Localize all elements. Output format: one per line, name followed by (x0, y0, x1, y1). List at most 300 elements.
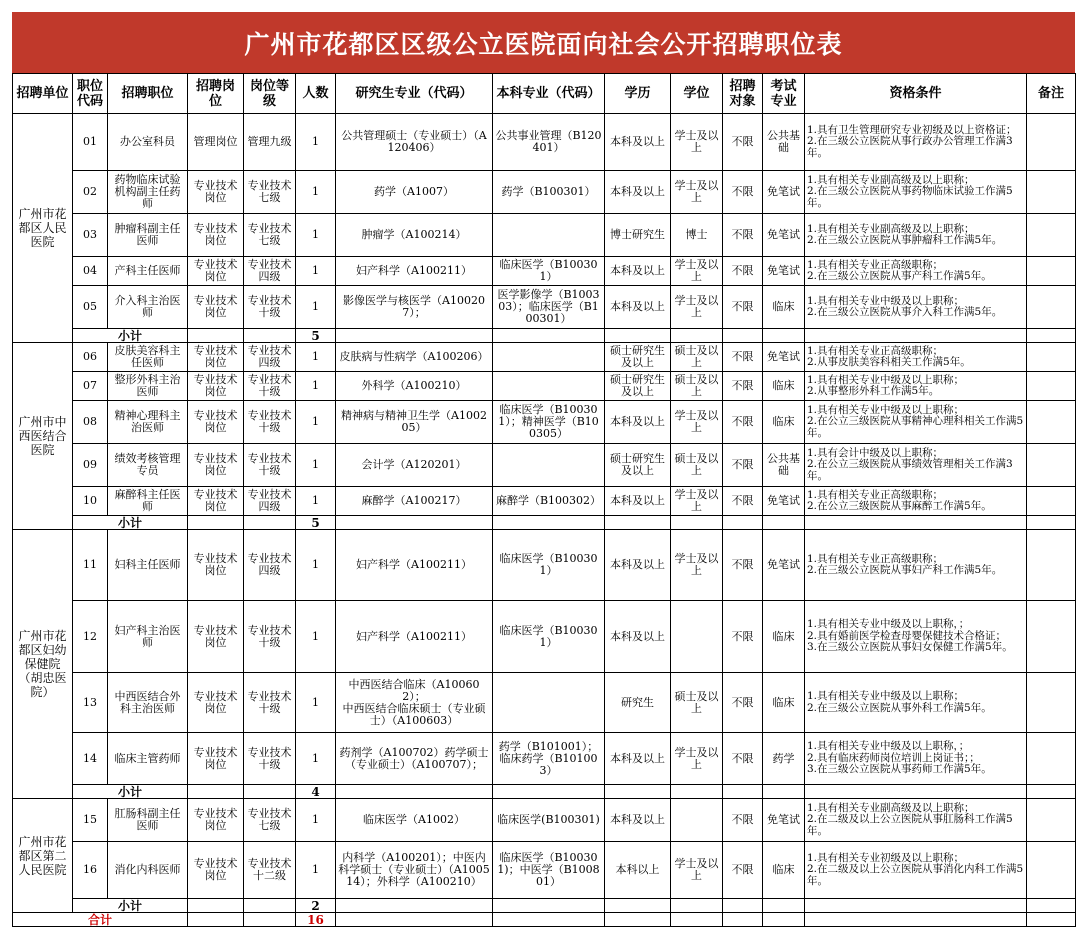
position-cell: 药物临床试验机构副主任药师 (108, 171, 188, 214)
unit-name-cell: 广州市花都区人民医院 (13, 114, 73, 343)
subtotal-row (13, 785, 1076, 799)
empty-cell (244, 899, 296, 913)
table-row (13, 799, 1076, 842)
position-cell: 妇产科主治医师 (108, 601, 188, 673)
total-row (13, 913, 1076, 927)
header-position: 招聘职位 (108, 74, 188, 114)
exam-cell: 免笔试 (763, 257, 805, 286)
code-cell: 08 (73, 401, 108, 444)
subtotal-label: 小计 (73, 516, 188, 530)
post-type-cell: 专业技术岗位 (188, 799, 244, 842)
total-count: 16 (296, 913, 336, 927)
position-cell: 消化内科医师 (108, 842, 188, 899)
education-cell: 研究生 (605, 673, 671, 733)
position-cell: 介入科主治医师 (108, 286, 188, 329)
header-grad-major: 研究生专业（代码） (336, 74, 493, 114)
grad-major-cell: 皮肤病与性病学（A100206） (336, 343, 493, 372)
code-cell: 14 (73, 733, 108, 785)
note-cell (1027, 372, 1076, 401)
level-cell: 专业技术十级 (244, 286, 296, 329)
target-cell: 不限 (723, 214, 763, 257)
education-cell: 本科及以上 (605, 601, 671, 673)
qualification-cell: 1.具有相关专业中级及以上职称； 2.在公立三级医院从事精神心理科相关工作满5年。 (805, 401, 1027, 444)
education-cell: 本科及以上 (605, 487, 671, 516)
grad-major-cell: 妇产科学（A100211） (336, 257, 493, 286)
empty-cell (605, 913, 671, 927)
table-row (13, 842, 1076, 899)
undergrad-major-cell: 临床医学（B100301） (493, 257, 605, 286)
count-cell: 1 (296, 733, 336, 785)
education-cell: 本科及以上 (605, 257, 671, 286)
level-cell: 专业技术十级 (244, 733, 296, 785)
education-cell: 本科及以上 (605, 171, 671, 214)
level-cell: 专业技术四级 (244, 343, 296, 372)
empty-cell (1027, 913, 1076, 927)
empty-cell (244, 785, 296, 799)
grad-major-cell: 内科学（A100201）；中医内科学硕士（专业硕士）（A100514）；外科学（A100210） (336, 842, 493, 899)
position-cell: 肿瘤科副主任医师 (108, 214, 188, 257)
empty-cell (493, 899, 605, 913)
qualification-cell: 1.具有相关专业中级及以上职称； 2.在三级公立医院从事介入科工作满5年。 (805, 286, 1027, 329)
header-code: 职位代码 (73, 74, 108, 114)
level-cell: 专业技术七级 (244, 214, 296, 257)
grad-major-cell: 外科学（A100210） (336, 372, 493, 401)
level-cell: 专业技术四级 (244, 257, 296, 286)
note-cell (1027, 487, 1076, 516)
level-cell: 专业技术十级 (244, 673, 296, 733)
count-cell: 1 (296, 444, 336, 487)
table-row (13, 530, 1076, 601)
code-cell: 06 (73, 343, 108, 372)
table-row (13, 601, 1076, 673)
empty-cell (723, 516, 763, 530)
subtotal-count: 2 (296, 899, 336, 913)
subtotal-row (13, 516, 1076, 530)
table-row (13, 487, 1076, 516)
level-cell: 专业技术十级 (244, 444, 296, 487)
empty-cell (336, 913, 493, 927)
code-cell: 16 (73, 842, 108, 899)
note-cell (1027, 444, 1076, 487)
degree-cell: 学士及以上 (671, 842, 723, 899)
header-target: 招聘对象 (723, 74, 763, 114)
subtotal-label: 小计 (73, 899, 188, 913)
post-type-cell: 专业技术岗位 (188, 601, 244, 673)
empty-cell (671, 516, 723, 530)
empty-cell (671, 785, 723, 799)
post-type-cell: 专业技术岗位 (188, 343, 244, 372)
count-cell: 1 (296, 257, 336, 286)
unit-name-cell: 广州市花都区第二人民医院 (13, 799, 73, 913)
note-cell (1027, 171, 1076, 214)
qualification-cell: 1.具有相关专业正高级职称； 2.从事皮肤美容科相关工作满5年。 (805, 343, 1027, 372)
degree-cell: 硕士及以上 (671, 444, 723, 487)
exam-cell: 公共基础 (763, 114, 805, 171)
post-type-cell: 专业技术岗位 (188, 733, 244, 785)
code-cell: 12 (73, 601, 108, 673)
target-cell: 不限 (723, 530, 763, 601)
code-cell: 15 (73, 799, 108, 842)
empty-cell (244, 913, 296, 927)
position-cell: 整形外科主治医师 (108, 372, 188, 401)
level-cell: 专业技术四级 (244, 487, 296, 516)
undergrad-major-cell: 公共事业管理（B120401） (493, 114, 605, 171)
undergrad-major-cell: 临床医学（B100301） (493, 530, 605, 601)
qualification-cell: 1.具有相关专业正高级职称； 2.在三级公立医院从事产科工作满5年。 (805, 257, 1027, 286)
empty-cell (336, 899, 493, 913)
count-cell: 1 (296, 214, 336, 257)
document-title: 广州市花都区区级公立医院面向社会公开招聘职位表 (12, 12, 1075, 73)
empty-cell (605, 516, 671, 530)
degree-cell: 学士及以上 (671, 487, 723, 516)
education-cell: 硕士研究生及以上 (605, 343, 671, 372)
undergrad-major-cell: 临床医学（B100301)；中医学（B100801） (493, 842, 605, 899)
empty-cell (1027, 785, 1076, 799)
header-degree: 学位 (671, 74, 723, 114)
table-row (13, 171, 1076, 214)
table-row (13, 114, 1076, 171)
table-row (13, 401, 1076, 444)
table-row (13, 673, 1076, 733)
empty-cell (244, 516, 296, 530)
undergrad-major-cell: 医学影像学（B100303）；临床医学（B100301） (493, 286, 605, 329)
header-undergrad-major: 本科专业（代码） (493, 74, 605, 114)
code-cell: 11 (73, 530, 108, 601)
post-type-cell: 专业技术岗位 (188, 842, 244, 899)
target-cell: 不限 (723, 487, 763, 516)
count-cell: 1 (296, 286, 336, 329)
level-cell: 专业技术十级 (244, 372, 296, 401)
exam-cell: 免笔试 (763, 214, 805, 257)
note-cell (1027, 842, 1076, 899)
subtotal-count: 4 (296, 785, 336, 799)
position-cell: 临床主管药师 (108, 733, 188, 785)
exam-cell: 临床 (763, 842, 805, 899)
level-cell: 专业技术十级 (244, 401, 296, 444)
position-cell: 精神心理科主治医师 (108, 401, 188, 444)
target-cell: 不限 (723, 842, 763, 899)
empty-cell (1027, 329, 1076, 343)
level-cell: 专业技术四级 (244, 530, 296, 601)
note-cell (1027, 530, 1076, 601)
qualification-cell: 1.具有相关专业中级及以上职称； 2.从事整形外科工作满5年。 (805, 372, 1027, 401)
header-unit: 招聘单位 (13, 74, 73, 114)
unit-name-cell: 广州市中西医结合医院 (13, 343, 73, 530)
subtotal-count: 5 (296, 516, 336, 530)
empty-cell (671, 899, 723, 913)
post-type-cell: 专业技术岗位 (188, 673, 244, 733)
empty-cell (671, 329, 723, 343)
post-type-cell: 专业技术岗位 (188, 171, 244, 214)
exam-cell: 公共基础 (763, 444, 805, 487)
post-type-cell: 专业技术岗位 (188, 530, 244, 601)
table-body (13, 114, 1076, 927)
target-cell: 不限 (723, 401, 763, 444)
education-cell: 本科及以上 (605, 114, 671, 171)
empty-cell (805, 785, 1027, 799)
post-type-cell: 专业技术岗位 (188, 487, 244, 516)
degree-cell: 学士及以上 (671, 171, 723, 214)
qualification-cell: 1.具有相关专业副高级及以上职称； 2.在二级及以上公立医院从事肛肠科工作满5年。 (805, 799, 1027, 842)
note-cell (1027, 401, 1076, 444)
education-cell: 本科及以上 (605, 286, 671, 329)
subtotal-label: 小计 (73, 785, 188, 799)
degree-cell: 学士及以上 (671, 286, 723, 329)
qualification-cell: 1.具有相关专业副高级及以上职称； 2.在三级公立医院从事药物临床试验工作满5年。 (805, 171, 1027, 214)
degree-cell: 学士及以上 (671, 114, 723, 171)
grad-major-cell: 肿瘤学（A100214） (336, 214, 493, 257)
count-cell: 1 (296, 487, 336, 516)
count-cell: 1 (296, 530, 336, 601)
exam-cell: 免笔试 (763, 171, 805, 214)
code-cell: 05 (73, 286, 108, 329)
note-cell (1027, 286, 1076, 329)
table-row (13, 343, 1076, 372)
empty-cell (1027, 516, 1076, 530)
position-cell: 办公室科员 (108, 114, 188, 171)
grad-major-cell: 妇产科学（A100211） (336, 530, 493, 601)
header-education: 学历 (605, 74, 671, 114)
target-cell: 不限 (723, 372, 763, 401)
undergrad-major-cell: 麻醉学（B100302） (493, 487, 605, 516)
note-cell (1027, 114, 1076, 171)
qualification-cell: 1.具有相关专业中级及以上职称； 2.在三级公立医院从事外科工作满5年。 (805, 673, 1027, 733)
count-cell: 1 (296, 372, 336, 401)
exam-cell: 免笔试 (763, 799, 805, 842)
level-cell: 专业技术七级 (244, 171, 296, 214)
education-cell: 本科及以上 (605, 401, 671, 444)
table-row (13, 286, 1076, 329)
exam-cell: 药学 (763, 733, 805, 785)
empty-cell (671, 913, 723, 927)
undergrad-major-cell (493, 673, 605, 733)
note-cell (1027, 673, 1076, 733)
qualification-cell: 1.具有相关专业中级及以上职称，； 2.具有临床药师岗位培训上岗证书；； 3.在三级公立医院从事药师工作满5年。 (805, 733, 1027, 785)
subtotal-count: 5 (296, 329, 336, 343)
count-cell: 1 (296, 401, 336, 444)
exam-cell: 临床 (763, 601, 805, 673)
degree-cell: 学士及以上 (671, 401, 723, 444)
count-cell: 1 (296, 673, 336, 733)
empty-cell (723, 899, 763, 913)
header-count: 人数 (296, 74, 336, 114)
table-row (13, 444, 1076, 487)
education-cell: 本科及以上 (605, 799, 671, 842)
empty-cell (188, 913, 244, 927)
empty-cell (763, 899, 805, 913)
empty-cell (763, 329, 805, 343)
post-type-cell: 专业技术岗位 (188, 372, 244, 401)
position-cell: 绩效考核管理专员 (108, 444, 188, 487)
empty-cell (763, 516, 805, 530)
count-cell: 1 (296, 114, 336, 171)
exam-cell: 临床 (763, 372, 805, 401)
subtotal-row (13, 329, 1076, 343)
note-cell (1027, 214, 1076, 257)
empty-cell (188, 899, 244, 913)
code-cell: 07 (73, 372, 108, 401)
empty-cell (605, 785, 671, 799)
unit-name-cell: 广州市花都区妇幼保健院（胡忠医院） (13, 530, 73, 799)
qualification-cell: 1.具有相关专业中级及以上职称，； 2.具有婚前医学检查母婴保健技术合格证； 3.在三级公立医院从事妇女保健工作满5年。 (805, 601, 1027, 673)
education-cell: 博士研究生 (605, 214, 671, 257)
empty-cell (336, 329, 493, 343)
empty-cell (244, 329, 296, 343)
count-cell: 1 (296, 171, 336, 214)
degree-cell (671, 601, 723, 673)
empty-cell (493, 785, 605, 799)
grad-major-cell: 麻醉学（A100217） (336, 487, 493, 516)
degree-cell: 学士及以上 (671, 733, 723, 785)
education-cell: 硕士研究生及以上 (605, 372, 671, 401)
education-cell: 本科及以上 (605, 530, 671, 601)
empty-cell (723, 329, 763, 343)
empty-cell (493, 329, 605, 343)
exam-cell: 免笔试 (763, 530, 805, 601)
empty-cell (723, 785, 763, 799)
education-cell: 本科以上 (605, 842, 671, 899)
header-exam: 考试专业 (763, 74, 805, 114)
recruitment-table (12, 73, 1076, 927)
exam-cell: 临床 (763, 673, 805, 733)
undergrad-major-cell (493, 372, 605, 401)
degree-cell: 硕士及以上 (671, 372, 723, 401)
total-label: 合计 (13, 913, 188, 927)
post-type-cell: 专业技术岗位 (188, 214, 244, 257)
target-cell: 不限 (723, 171, 763, 214)
empty-cell (493, 913, 605, 927)
table-row (13, 214, 1076, 257)
grad-major-cell: 临床医学（A1002） (336, 799, 493, 842)
note-cell (1027, 343, 1076, 372)
level-cell: 专业技术七级 (244, 799, 296, 842)
education-cell: 硕士研究生及以上 (605, 444, 671, 487)
empty-cell (188, 329, 244, 343)
empty-cell (605, 899, 671, 913)
header-level: 岗位等级 (244, 74, 296, 114)
undergrad-major-cell: 临床医学(B100301) (493, 799, 605, 842)
exam-cell: 临床 (763, 286, 805, 329)
empty-cell (805, 913, 1027, 927)
grad-major-cell: 药剂学（A100702）药学硕士（专业硕士）（A100707）； (336, 733, 493, 785)
undergrad-major-cell (493, 214, 605, 257)
exam-cell: 免笔试 (763, 487, 805, 516)
undergrad-major-cell: 临床医学（B100301）；精神医学（B100305） (493, 401, 605, 444)
code-cell: 04 (73, 257, 108, 286)
qualification-cell: 1.具有相关专业正高级职称； 2.在三级公立医院从事妇产科工作满5年。 (805, 530, 1027, 601)
empty-cell (805, 899, 1027, 913)
empty-cell (763, 785, 805, 799)
empty-cell (188, 785, 244, 799)
undergrad-major-cell (493, 444, 605, 487)
empty-cell (723, 913, 763, 927)
target-cell: 不限 (723, 257, 763, 286)
code-cell: 02 (73, 171, 108, 214)
target-cell: 不限 (723, 733, 763, 785)
education-cell: 本科及以上 (605, 733, 671, 785)
empty-cell (336, 516, 493, 530)
table-row (13, 733, 1076, 785)
code-cell: 09 (73, 444, 108, 487)
grad-major-cell: 会计学（A120201） (336, 444, 493, 487)
grad-major-cell: 精神病与精神卫生学（A100205） (336, 401, 493, 444)
qualification-cell: 1.具有卫生管理研究专业初级及以上资格证； 2.在三级公立医院从事行政办公管理工作满3年。 (805, 114, 1027, 171)
target-cell: 不限 (723, 444, 763, 487)
target-cell: 不限 (723, 286, 763, 329)
grad-major-cell: 妇产科学（A100211） (336, 601, 493, 673)
empty-cell (493, 516, 605, 530)
post-type-cell: 专业技术岗位 (188, 286, 244, 329)
table-header (13, 74, 1076, 114)
empty-cell (763, 913, 805, 927)
degree-cell: 硕士及以上 (671, 673, 723, 733)
qualification-cell: 1.具有相关专业副高级及以上职称； 2.在三级公立医院从事肿瘤科工作满5年。 (805, 214, 1027, 257)
subtotal-row (13, 899, 1076, 913)
level-cell: 管理九级 (244, 114, 296, 171)
code-cell: 10 (73, 487, 108, 516)
undergrad-major-cell: 临床医学（B100301） (493, 601, 605, 673)
grad-major-cell: 公共管理硕士（专业硕士）（A120406） (336, 114, 493, 171)
note-cell (1027, 257, 1076, 286)
empty-cell (605, 329, 671, 343)
target-cell: 不限 (723, 343, 763, 372)
degree-cell: 学士及以上 (671, 257, 723, 286)
count-cell: 1 (296, 601, 336, 673)
target-cell: 不限 (723, 673, 763, 733)
degree-cell: 学士及以上 (671, 530, 723, 601)
code-cell: 13 (73, 673, 108, 733)
header-qualification: 资格条件 (805, 74, 1027, 114)
count-cell: 1 (296, 842, 336, 899)
target-cell: 不限 (723, 799, 763, 842)
empty-cell (336, 785, 493, 799)
grad-major-cell: 中西医结合临床（A100602）； 中西医结合临床硕士（专业硕士）（A100603） (336, 673, 493, 733)
position-cell: 妇科主任医师 (108, 530, 188, 601)
empty-cell (805, 329, 1027, 343)
undergrad-major-cell: 药学（B100301） (493, 171, 605, 214)
post-type-cell: 专业技术岗位 (188, 444, 244, 487)
table-row (13, 372, 1076, 401)
post-type-cell: 专业技术岗位 (188, 257, 244, 286)
table-row (13, 257, 1076, 286)
position-cell: 麻醉科主任医师 (108, 487, 188, 516)
exam-cell: 免笔试 (763, 343, 805, 372)
note-cell (1027, 799, 1076, 842)
level-cell: 专业技术十二级 (244, 842, 296, 899)
post-type-cell: 管理岗位 (188, 114, 244, 171)
grad-major-cell: 影像医学与核医学（A100207）； (336, 286, 493, 329)
degree-cell: 硕士及以上 (671, 343, 723, 372)
document (12, 12, 1075, 927)
code-cell: 03 (73, 214, 108, 257)
level-cell: 专业技术十级 (244, 601, 296, 673)
qualification-cell: 1.具有相关专业正高级职称； 2.在公立三级医院从事麻醉工作满5年。 (805, 487, 1027, 516)
grad-major-cell: 药学（A1007） (336, 171, 493, 214)
empty-cell (1027, 899, 1076, 913)
degree-cell: 博士 (671, 214, 723, 257)
undergrad-major-cell (493, 343, 605, 372)
exam-cell: 临床 (763, 401, 805, 444)
empty-cell (188, 516, 244, 530)
post-type-cell: 专业技术岗位 (188, 401, 244, 444)
target-cell: 不限 (723, 601, 763, 673)
empty-cell (805, 516, 1027, 530)
degree-cell (671, 799, 723, 842)
note-cell (1027, 601, 1076, 673)
qualification-cell: 1.具有会计中级及以上职称； 2.在公立三级医院从事绩效管理相关工作满3年。 (805, 444, 1027, 487)
qualification-cell: 1.具有相关专业初级及以上职称； 2.在二级及以上公立医院从事消化内科工作满5年。 (805, 842, 1027, 899)
code-cell: 01 (73, 114, 108, 171)
